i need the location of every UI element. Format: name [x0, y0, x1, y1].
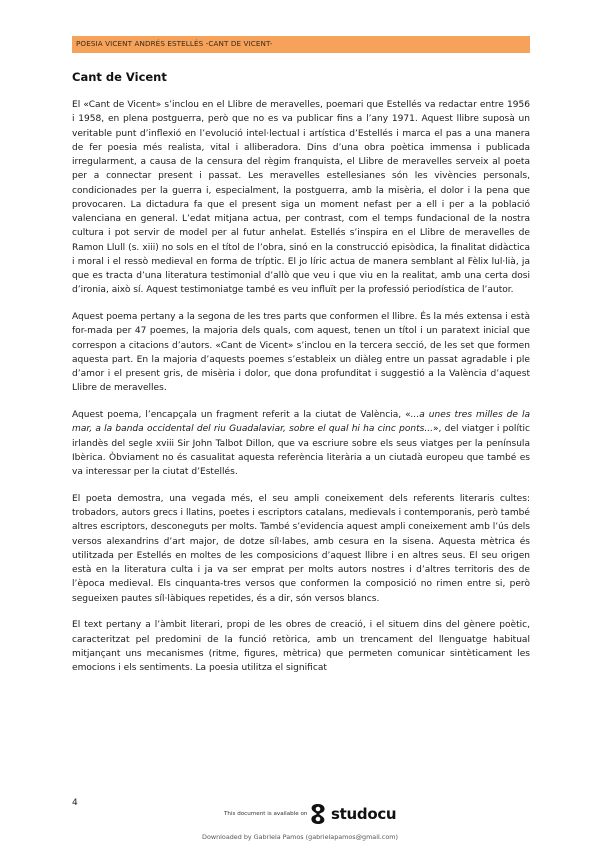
paragraph-3-quote: ...a unes tres milles de la mar, a la banda occidental del riu Guadalaviar, sobre el qual hi ha cinc ponts...: [72, 410, 530, 435]
paragraph-3: [72, 408, 530, 479]
paragraph-1: El «Cant de Vicent» s’inclou en el Llibre de meravelles, poemari que Estellés va redactar entre 1956 i 1958, en plena postguerra, però que no es va publicar fins a l’any 1971. Aquest llibre suposà un veritable punt d’inflexió en l’evolució intel·lectual i artística d’Estellés i marca el pas a una manera de fer poesia més realista, vital i alliberadora. Dins d’una obra poètica immensa i publicada irregularment, a causa de la censura del règim franquista, el Llibre de meravelles serveix al poeta per a connectar present i passat. Les meravelles estellesianes són les vivències personals, condicionades per la guerra i, especialment, la postguerra, amb la misèria, el dolor i la pena que provocaren. La dictadura fa que el present siga un moment nefast per a ell i per a la població valenciana en general. L’edat mitjana actua, per contrast, com el temps fundacional de la nostra cultura i pot servir de model per al futur anhelat. Estellés s’inspira en el Llibre de meravelles de Ramon Llull (s. xiii) no sols en el títol de l’obra, sinó en la construcció episòdica, la finalitat didàctica i moral i el ressò medieval en forma de tríptic. El jo líric actua de manera semblant al Fèlix lul·lià, ja que es tracta d’una literatura testimonial d’allò que veu i que viu en la realitat, amb una certa dosi d’ironia, això sí. Aquest testimoniatge també es veu influït per la professió periodística de l’autor.: [72, 100, 530, 296]
availability-note: This document is available on: [224, 811, 308, 817]
paragraph-2: Aquest poema pertany a la segona de les tres parts que conformen el llibre. És la més extensa i està for-mada per 47 poemes, la majoria dels quals, com aquest, tenen un títol i un paratext inicial que correspon a citacions d’autors. «Cant de Vicent» s’inclou en la tercera secció, de les set que formen aquesta part. En la majoria d’aquests poemes s’estableix un diàleg entre un passat agradable i ple d’amor i el present gris, de misèria i dolor, que dona profunditat i suggestió a la València d’aquest Llibre de meravelles.: [72, 312, 530, 394]
running-title: POESIA VICENT ANDRÉS ESTELLÉS -CANT DE VICENT-: [76, 39, 273, 48]
studocu-logo-icon: [308, 803, 328, 825]
paragraph-3-after: », del viatger i polític irlandès del segle xviii Sir John Talbot Dillon, que va escriure sobre els seus viatges per la península Ibèrica. Òbviament no és casualitat aquesta referència literària a un ciutadà europeu que també es va interessar per la ciutat d’Estellés.: [72, 424, 530, 477]
download-notice: Downloaded by Gabriela Pamos (gabrielapamos@gmail.com): [202, 833, 398, 841]
studocu-logo[interactable]: [308, 803, 396, 825]
paragraph-4: El poeta demostra, una vegada més, el seu ampli coneixement dels referents literaris cultes: trobadors, autors grecs i llatins, poetes i escriptors catalans, medievals i contemporanis, però també altres escriptors, desconeguts per molts. També s’evidencia aquest ampli coneixement amb l’ús dels versos alexandrins d’art major, de dotze síl·labes, amb cesura en la sisena. Aquesta mètrica és utilitzada per Estellés en moltes de les composicions d’aquest llibre i en altres seus. El seu origen està en la literatura culta i ja va ser emprat per molts autors nostres i d’altres territoris des de l’època medieval. Els cinquanta-tres versos que conformen la composició no rimen entre si, però segueixen pautes síl·làbiques repetides, és a dir, són versos blancs.: [72, 493, 530, 604]
document-body: [72, 98, 530, 688]
page-number: 4: [72, 798, 78, 808]
paragraph-3-before: Aquest poema, l’encapçala un fragment referit a la ciutat de València, «: [72, 410, 411, 420]
running-header: [72, 36, 530, 53]
paragraph-5: El text pertany a l’àmbit literari, propi de les obres de creació, i el situem dins del gènere poètic, caracteritzat pel predomini de la funció retòrica, amb un trencament del llenguatge habitual mitjançant uns mecanismes (ritme, figures, mètrica) que permeten comunicar sintèticament les emocions i els sentiments. La poesia utilitza el significat: [72, 620, 530, 673]
studocu-logo-text: studocu: [331, 805, 397, 823]
section-title: Cant de Vicent: [72, 70, 167, 84]
